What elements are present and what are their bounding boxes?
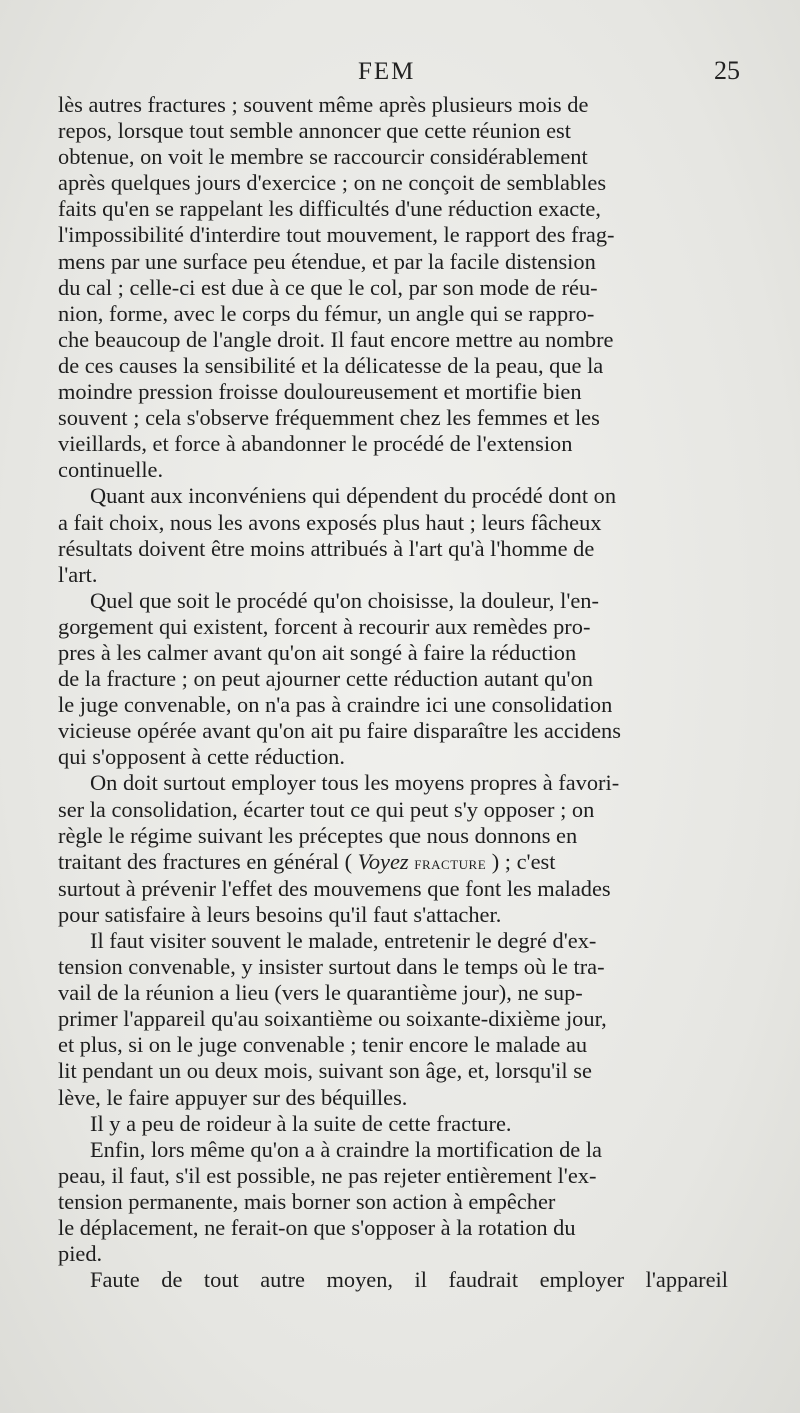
paragraph-inconveniens — [58, 483, 728, 587]
text-line: vail de la réunion a lieu (vers le quarantième jour), ne sup- — [58, 980, 583, 1006]
cross-reference-term: fracture — [414, 852, 487, 873]
text-line: Il y a peu de roideur à la suite de cette fracture. — [90, 1110, 512, 1136]
paragraph-visiter — [58, 928, 728, 1111]
text-line: pied. — [58, 1241, 103, 1267]
running-head — [0, 58, 800, 88]
text-fragment: traitant des fractures en général ( — [58, 848, 353, 874]
paragraph-mortification — [58, 1137, 728, 1267]
text-line: che beaucoup de l'angle droit. Il faut encore mettre au nombre — [58, 326, 614, 352]
text-line: résultats doivent être moins attribués à l'art qu'à l'homme de — [58, 535, 595, 561]
text-line: moindre pression froisse douloureusement et mortifie bien — [58, 379, 582, 405]
text-line: surtout à prévenir l'effet des mouvemens que font les malades — [58, 875, 611, 901]
text-line: règle le régime suivant les préceptes que nous donnons en — [58, 822, 578, 848]
running-title: FEM — [358, 58, 416, 85]
text-line: gorgement qui existent, forcent à recourir aux remèdes pro- — [58, 613, 591, 639]
text-line: repos, lorsque tout semble annoncer que cette réunion est — [58, 118, 571, 144]
text-line: mens par une surface peu étendue, et par la facile distension — [58, 248, 596, 274]
text-line-with-reference — [58, 849, 728, 876]
text-line: après quelques jours d'exercice ; on ne conçoit de semblables — [58, 170, 607, 196]
text-line: peau, il faut, s'il est possible, ne pas rejeter entièrement l'ex- — [58, 1162, 597, 1188]
text-line: Quel que soit le procédé qu'on choisisse, la douleur, l'en- — [90, 587, 599, 613]
text-line: tension convenable, y insister surtout dans le temps où le tra- — [58, 954, 605, 980]
text-line: pour satisfaire à leurs besoins qu'il faut s'attacher. — [58, 901, 502, 927]
text-line: de ces causes la sensibilité et la délicatesse de la peau, que la — [58, 352, 604, 378]
text-line: nion, forme, avec le corps du fémur, un angle qui se rappro- — [58, 300, 595, 326]
paragraph-faute — [58, 1267, 728, 1293]
text-fragment: ) ; c'est — [491, 848, 556, 874]
text-line: vieillards, et force à abandonner le procédé de l'extension — [58, 431, 573, 457]
text-line: faits qu'en se rappelant les difficultés d'une réduction exacte, — [58, 196, 601, 222]
paragraph-continued — [58, 92, 728, 483]
text-line: tension permanente, mais borner son action à empêcher — [58, 1188, 556, 1214]
paragraph-procede — [58, 588, 728, 771]
text-line: Enfin, lors même qu'on a à craindre la mortification de la — [90, 1136, 602, 1162]
text-line: lès autres fractures ; souvent même après plusieurs mois de — [58, 92, 589, 117]
cross-reference-voyez: Voyez — [357, 848, 409, 874]
paragraph-consolidation — [58, 770, 728, 928]
text-line: Faute de tout autre moyen, il faudrait employer l'appareil — [90, 1267, 728, 1293]
text-line: On doit surtout employer tous les moyens propres à favori- — [90, 770, 620, 796]
text-line: de la fracture ; on peut ajourner cette réduction autant qu'on — [58, 666, 593, 692]
text-line: Quant aux inconvéniens qui dépendent du procédé dont on — [90, 483, 617, 509]
text-line: continuelle. — [58, 457, 164, 483]
text-line: l'impossibilité d'interdire tout mouvement, le rapport des frag- — [58, 222, 615, 248]
text-line: le juge convenable, on n'a pas à craindre ici une consolidation — [58, 692, 613, 718]
text-line: l'art. — [58, 561, 98, 587]
text-line: qui s'opposent à cette réduction. — [58, 744, 345, 770]
text-line: lève, le faire appuyer sur des béquilles. — [58, 1084, 408, 1110]
text-line: vicieuse opérée avant qu'on ait pu faire disparaître les accidens — [58, 718, 621, 744]
text-line: du cal ; celle-ci est due à ce que le col, par son mode de réu- — [58, 274, 598, 300]
text-line: Il faut visiter souvent le malade, entretenir le degré d'ex- — [90, 928, 597, 953]
page-number: 25 — [714, 56, 740, 85]
text-line: ser la consolidation, écarter tout ce qui peut s'y opposer ; on — [58, 796, 595, 822]
text-line: souvent ; cela s'observe fréquemment chez les femmes et les — [58, 405, 600, 431]
text-line: lit pendant un ou deux mois, suivant son âge, et, lorsqu'il se — [58, 1058, 592, 1084]
text-line: pres à les calmer avant qu'on ait songé à faire la réduction — [58, 639, 577, 665]
paragraph-roideur — [58, 1111, 728, 1137]
text-line: a fait choix, nous les avons exposés plus haut ; leurs fâcheux — [58, 509, 602, 535]
text-line: primer l'appareil qu'au soixantième ou soixante-dixième jour, — [58, 1006, 607, 1032]
text-line: et plus, si on le juge convenable ; tenir encore le malade au — [58, 1032, 588, 1058]
text-line: le déplacement, ne ferait-on que s'opposer à la rotation du — [58, 1215, 576, 1241]
body-text — [58, 92, 728, 1293]
text-line: obtenue, on voit le membre se raccourcir considérablement — [58, 144, 588, 170]
